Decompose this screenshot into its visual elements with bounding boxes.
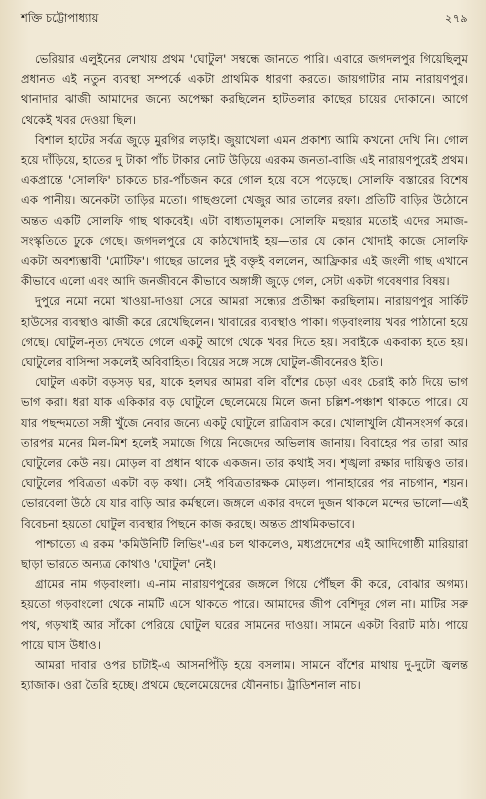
body-text xyxy=(21,49,468,696)
paragraph-7: আমরা দাবার ওপর চাটাই-এ আসনপিঁড়ি হয়ে বসলাম। সামনে বাঁশের মাথায় দু-দুটো জ্বলন্ত হ্যাজাক। ওরা তৈরি হচ্ছে। প্রথমে ছেলেমেয়েদের যৌননাচ। ট্রাডিশনাল নাচ। xyxy=(21,658,468,693)
page-number: ২৭৯ xyxy=(445,12,468,25)
paragraph-6: গ্রামের নাম গড়বাংলা। এ-নাম নারায়ণপুরের জঙ্গলে গিয়ে পৌঁছল কী করে, বোঝার অগম্য। হয়তো গড়বাংলো থেকে নামটি এসে থাকতে পারে। আমাদের জীপ বেশিদূর গেল না। মাটির সরু পথ, গড়খাই আর সাঁকো পেরিয়ে ঘোটুল ঘরের সামনের দাওয়া। সামনে একটা বিরাট মাঠ। পায়ে পায়ে ঘাস উধাও। xyxy=(21,577,468,652)
paragraph-1: ভেরিয়ার এলুইনের লেখায় প্রথম 'ঘোটুল' সম্বন্ধে জানতে পারি। এবারে জগদলপুর গিয়েছিলুম প্রধানত এই নতুন ব্যবস্থা সম্পর্কে একটা প্রাথমিক ধারণা করতে। জায়গাটার নাম নারায়ণপুর। থানাদার ঝাজী আমাদের জন্যে অপেক্ষা করছিলেন হাটতলার কাছের চায়ের দোকানে। আগে থেকেই খবর দেওয়া ছিল। xyxy=(21,52,468,127)
paragraph-3: দুপুরে নমো নমো খাওয়া-দাওয়া সেরে আমরা সন্ধ্যের প্রতীক্ষা করছিলাম। নারায়ণপুর সার্কিট হাউসের ব্যবস্থাও ঝাজী করে রেখেছিলেন। খাবারের ব্যবস্থাও পাকা। গড়বাংলায় খবর পাঠানো হয়ে গেছে। ঘোটুল-নৃত্য দেখতে গেলে একটু আগে থেকে খবর দিতে হয়। সবাইকে একবাক্য হতে হয়। ঘোটুলের বাসিন্দা সকলেই অবিবাহিত। বিয়ের সঙ্গে সঙ্গে ঘোটুল-জীবনেরও ইতি। xyxy=(21,294,468,370)
paragraph-5: পাশ্চাত্যে এ রকম 'কমিউনিটি লিভিং'-এর চল থাকলেও, মধ্যপ্রদেশের এই আদিগোষ্ঠী মারিয়ারা ছাড়া ভারতে অন্যত্র কোথাও 'ঘোটুল' নেই। xyxy=(21,536,468,572)
paragraph-4: ঘোটুল একটা বড়সড় ঘর, যাকে হলঘর আমরা বলি বাঁশের চেড়া এবং চেরাই কাঠ দিয়ে ভাগ ভাগ করা। ধরা যাক একিকার বড় ঘোটুলে ছেলেমেয়ে মিলে জনা চল্লিশ-পঞ্চাশ থাকতে পারে। যে যার পছন্দমতো সঙ্গী খুঁজে নেবার জন্যে একটু ঘোটুলে রাত্রিবাস করে। খোলাখুলি যৌনসংসর্গ করে। তারপর মনের মিল-মিশ হলেই সমাজে গিয়ে নিজেদের অভিলাষ জানায়। বিবাহের পর তারা আর ঘোটুলের কেউ নয়। মোড়ল বা প্রধান থাকে একজন। তার কথাই সব। শৃঙ্খলা রক্ষার দায়িত্বও তার। ঘোটুলের পবিত্রতা একটা বড় কথা। সেই পবিত্রতারক্ষক মোড়ল। পানাহারের পর নাচগান, শয়ন। ভোরবেলা উঠে যে যার বাড়ি আর কর্মস্থলে। জঙ্গলে একার বদলে দুজন থাকলে মন্দের ভালো—এই বিবেচনা হয়তো ঘোটুল ব্যবস্থার পিছনে কাজ করছে। অন্তত প্রাথমিকভাবে। xyxy=(21,375,468,531)
author-name: শক্তি চট্টোপাধ্যায় xyxy=(21,11,99,25)
paragraph-2: বিশাল হাটের সর্বত্র জুড়ে মুরগির লড়াই। জুয়াখেলা এমন প্রকাশ্য আমি কখনো দেখি নি। গোল হয়ে দাঁড়িয়ে, হাতের দু টাকা পাঁচ টাকার নোট উড়িয়ে এরকম জনতা-বাজি এই নারায়ণপুরেই প্রথম। একপ্রান্তে 'সোলফি' চাকতে চার-পাঁচজন করে গোল হয়ে বসে পড়েছে। সোলফি বস্তারের বিশেষ এক পানীয়। অনেকটা তাড়ির মতো। গাছগুলো খেজুর আর তালের রফা। প্রতিটি বাড়ির উঠোনে অন্তত একটি সোলফি গাছ থাকবেই। এটা বাধ্যতামূলক। সোলফি মহুয়ার মতোই এদের সমাজ-সংস্কৃতিতে ঢুকে গেছে। জগদলপুরে যে কাঠখোদাই হয়—তার যে কোন খোদাই কাজে সোলফি একটা অবশ্যম্ভাবী 'মোটিফ'। গাছের ডালের দুই বক্তৃই বললেন, আফ্রিকার এই জংলী গাছ এখানে কীভাবে এলো এবং আদি জনজীবনে কীভাবে অঙ্গাঙ্গী জুড়ে গেল, সেটা একটা গবেষণার বিষয়। xyxy=(21,132,468,289)
running-header xyxy=(21,10,468,27)
